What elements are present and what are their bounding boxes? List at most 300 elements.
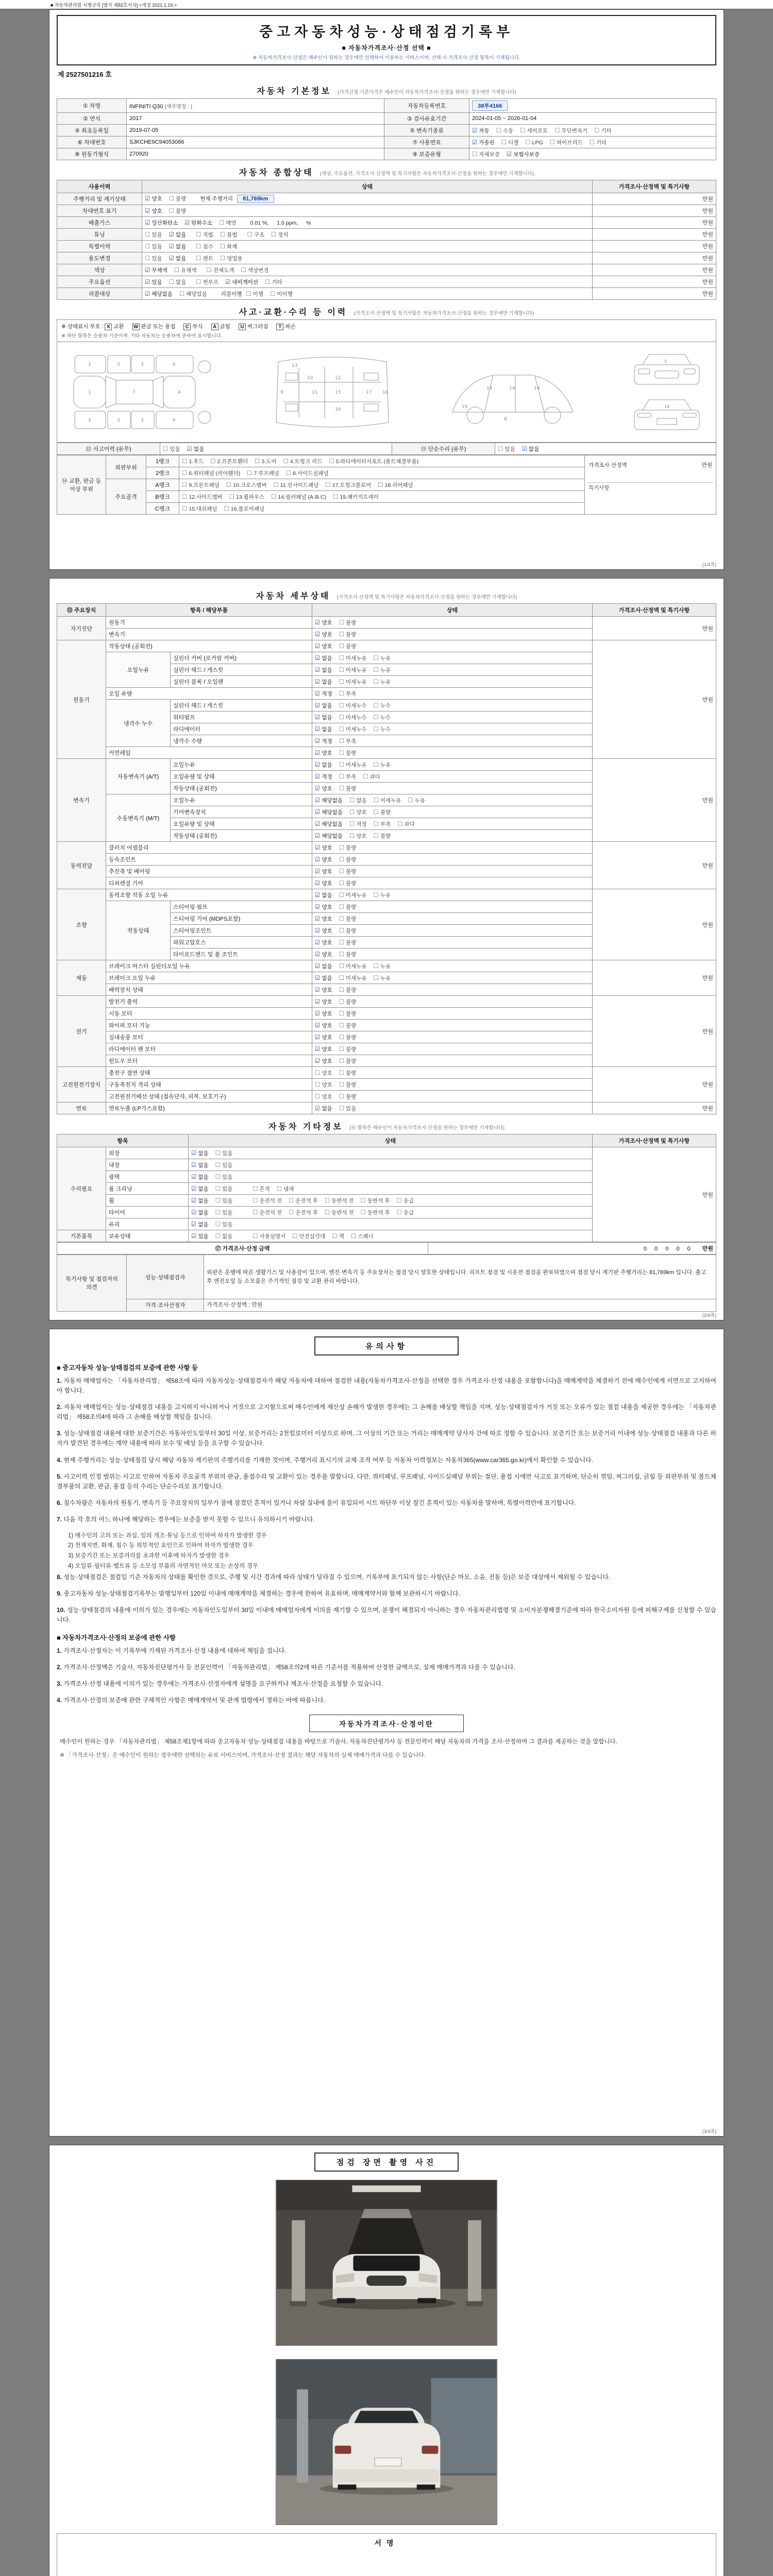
checkbox-없음[interactable] — [315, 678, 332, 686]
checkbox-양호[interactable] — [315, 631, 332, 638]
checkbox-해당없음[interactable] — [315, 832, 343, 840]
checkbox-냄새[interactable] — [277, 1185, 294, 1193]
checkbox-미세누유[interactable] — [339, 974, 367, 982]
checkbox-icon: ☐ — [339, 1105, 344, 1112]
checkbox-부족[interactable] — [339, 690, 357, 698]
checkbox-불량[interactable] — [339, 1093, 357, 1100]
checkbox-불량[interactable] — [339, 986, 357, 994]
checkbox-양호[interactable] — [315, 939, 332, 946]
checkbox-양호[interactable] — [315, 1057, 332, 1065]
checkbox-운전석 후[interactable] — [289, 1197, 318, 1205]
checkbox-누유[interactable] — [374, 962, 391, 970]
checkbox-icon: ☑ — [145, 291, 150, 297]
checkbox-양호[interactable] — [315, 915, 332, 923]
checkbox-label: 스패너 — [358, 1233, 374, 1240]
checkbox-없음[interactable] — [169, 243, 187, 250]
checkbox-렌트[interactable] — [196, 255, 213, 262]
checkbox-전체도색[interactable] — [207, 266, 234, 274]
checkbox-불량[interactable] — [339, 1033, 357, 1041]
checkbox-불량[interactable] — [339, 1057, 357, 1065]
device-group: 원동기 — [57, 640, 106, 759]
checkbox-label: 디젤 — [508, 139, 519, 146]
checkbox-15.대쉬패널[interactable] — [182, 505, 217, 513]
checkbox-미세누수[interactable] — [339, 714, 367, 721]
amount-cell: 만원 — [593, 288, 716, 300]
checkbox-14.필러패널 (A·B·C)[interactable] — [271, 493, 326, 501]
checkbox-유채색[interactable] — [174, 266, 197, 274]
checkbox-icon: ☐ — [219, 219, 225, 226]
checkbox-불량[interactable] — [339, 785, 357, 792]
price-survey-definition-title: 자동차가격조사·산정이란 — [309, 1715, 464, 1732]
checkbox-누유[interactable] — [374, 666, 391, 674]
checkbox-LPG[interactable] — [525, 139, 543, 146]
first-registration-label: ④ 최초등록일 — [57, 125, 127, 137]
checkbox-양호[interactable] — [145, 195, 162, 202]
checkbox-영업용[interactable] — [220, 255, 243, 262]
checkbox-없음[interactable] — [315, 1105, 332, 1112]
checkbox-불량[interactable] — [169, 195, 187, 202]
checkbox-양호[interactable] — [315, 785, 332, 792]
checkbox-label: 장치 — [278, 231, 289, 238]
checkbox-불법[interactable] — [220, 231, 238, 239]
checkbox-해당있음[interactable] — [179, 290, 207, 298]
checkbox-디젤[interactable] — [501, 139, 519, 146]
photos-title: 점검 장면 촬영 사진 — [314, 2153, 459, 2172]
checkbox-세미오토[interactable] — [520, 127, 548, 134]
checkbox-label: 기타 — [272, 279, 282, 285]
checkbox-불량[interactable] — [339, 749, 357, 757]
checkbox-양호[interactable] — [315, 986, 332, 994]
svg-text:18: 18 — [664, 404, 670, 409]
device-status — [312, 937, 593, 948]
checkbox-있음[interactable] — [215, 1173, 233, 1181]
checkbox-6.쿼터패널 (리어휀더)[interactable] — [182, 469, 240, 477]
checkbox-2.프론트휀더[interactable] — [210, 457, 248, 465]
checkbox-없음[interactable] — [315, 962, 332, 970]
checkbox-침수[interactable] — [196, 243, 213, 250]
checkbox-썬루프[interactable] — [196, 278, 219, 286]
checkbox-적정[interactable] — [315, 690, 332, 698]
usage-label: 용도변경 — [57, 252, 142, 264]
checkbox-미세누유[interactable] — [339, 962, 367, 970]
checkbox-누유[interactable] — [374, 654, 391, 662]
checkbox-label: 18.리어패널 — [384, 482, 413, 488]
checkbox-화재[interactable] — [220, 243, 238, 250]
checkbox-5.라디에이터서포트 (볼트체결부품)[interactable] — [329, 457, 418, 465]
checkbox-사용설명서[interactable] — [253, 1232, 285, 1240]
checkbox-자체보증[interactable] — [472, 150, 500, 158]
checkbox-없음[interactable] — [191, 1221, 209, 1228]
checkbox-icon: ☐ — [333, 494, 339, 500]
checkbox-누수[interactable] — [374, 714, 391, 721]
checkbox-label: 부족 — [380, 821, 391, 827]
checkbox-없음[interactable] — [315, 654, 332, 662]
checkbox-동반석 후[interactable] — [361, 1197, 390, 1205]
svg-text:5: 5 — [664, 359, 667, 364]
checkbox-있음[interactable] — [215, 1197, 233, 1205]
etc-col-item: 항목 — [57, 1134, 189, 1147]
checkbox-불량[interactable] — [339, 915, 357, 923]
checkbox-icon: ☐ — [339, 975, 344, 981]
device-item: 디퍼렌셜 기어 — [106, 877, 312, 889]
checkbox-불량[interactable] — [339, 1069, 357, 1077]
checkbox-해당없음[interactable] — [315, 796, 343, 804]
checkbox-부족[interactable] — [374, 820, 391, 828]
checkbox-양호[interactable] — [315, 998, 332, 1006]
checkbox-응급[interactable] — [396, 1197, 414, 1205]
checkbox-1.후드[interactable] — [182, 457, 204, 465]
legend-item: U 찌그러짐 — [239, 324, 268, 330]
checkbox-icon: ☐ — [373, 833, 379, 839]
checkbox-양호[interactable] — [315, 903, 332, 911]
checkbox-네비게이션[interactable] — [225, 278, 258, 286]
checkbox-불량[interactable] — [339, 619, 357, 626]
checkbox-스패너[interactable] — [351, 1232, 374, 1240]
checkbox-13.휠하우스[interactable] — [229, 493, 264, 501]
checkbox-기타[interactable] — [590, 139, 607, 146]
panel-rank-table-body — [57, 455, 716, 515]
device-status — [312, 984, 593, 996]
checkbox-없음[interactable] — [191, 1209, 209, 1216]
checkbox-4.트렁크 리드[interactable] — [283, 457, 323, 465]
checkbox-있음[interactable] — [191, 1232, 209, 1240]
checkbox-구조[interactable] — [247, 231, 264, 239]
checkbox-과다[interactable] — [363, 773, 380, 781]
checkbox-없음[interactable] — [191, 1173, 209, 1181]
checkbox-icon: ☑ — [472, 127, 478, 134]
checkbox-있음[interactable] — [145, 231, 162, 239]
checkbox-불량[interactable] — [339, 1022, 357, 1029]
checkbox-양호[interactable] — [315, 749, 332, 757]
checkbox-불량[interactable] — [339, 1010, 357, 1018]
checkbox-적정[interactable] — [315, 737, 332, 745]
checkbox-누유[interactable] — [374, 891, 391, 899]
checkbox-미이행[interactable] — [270, 290, 293, 298]
checkbox-icon: ☐ — [339, 714, 344, 721]
checkbox-icon: ☐ — [339, 1010, 344, 1017]
checkbox-있음[interactable] — [215, 1149, 233, 1157]
checkbox-label: 불량 — [345, 750, 357, 756]
checkbox-흔적[interactable] — [253, 1185, 270, 1193]
checkbox-없음[interactable] — [191, 1161, 209, 1169]
checkbox-운전석 전[interactable] — [253, 1197, 282, 1205]
checkbox-기타[interactable] — [265, 278, 282, 286]
overall-note: (색상, 주요옵션, 가격조사·산정액 및 특기사항은 자동차가격조사·산정을 원하는 경우에만 기재합니다) — [320, 171, 534, 177]
device-status — [312, 1079, 593, 1091]
checkbox-잭[interactable] — [332, 1232, 344, 1240]
checkbox-해당없음[interactable] — [315, 808, 343, 816]
svg-text:3: 3 — [117, 418, 120, 423]
checkbox-불량[interactable] — [339, 998, 357, 1006]
device-item: 작동상태 (공회전) — [106, 640, 312, 652]
checkbox-있음[interactable] — [498, 445, 515, 453]
checkbox-양호[interactable] — [145, 207, 162, 215]
checkbox-label: 불량 — [345, 1058, 357, 1064]
usage-label: 주요옵션 — [57, 276, 142, 288]
checkbox-운전석 후[interactable] — [289, 1209, 318, 1216]
device-subgroup: 자동변속기 (A/T) — [106, 759, 171, 794]
signature-area[interactable] — [57, 2533, 716, 2576]
checkbox-적정[interactable] — [315, 773, 332, 781]
checkbox-없음[interactable] — [315, 725, 332, 733]
checkbox-12.사이드멤버[interactable] — [182, 493, 223, 501]
checkbox-label: 해당없음 — [152, 291, 173, 297]
checkbox-해당없음[interactable] — [145, 290, 173, 298]
checkbox-icon: ☐ — [273, 482, 279, 488]
checkbox-7.루프패널[interactable] — [247, 469, 279, 477]
checkbox-불량[interactable] — [339, 1045, 357, 1053]
inspection-period-label: ③ 검사유효기간 — [384, 113, 469, 125]
checkbox-수동[interactable] — [496, 127, 514, 134]
checkbox-자동[interactable] — [472, 127, 490, 134]
checkbox-18.리어패널[interactable] — [378, 481, 413, 489]
legend-item: A 긁힘 — [211, 324, 230, 330]
checkbox-양호[interactable] — [315, 951, 332, 958]
checkbox-불량[interactable] — [339, 879, 357, 887]
checkbox-icon: ☐ — [215, 1185, 221, 1192]
checkbox-양호[interactable] — [349, 832, 367, 840]
checkbox-label: 구조 — [254, 231, 265, 238]
checkbox-있음[interactable] — [215, 1161, 233, 1169]
checkbox-불량[interactable] — [339, 642, 357, 650]
svg-text:9: 9 — [280, 390, 284, 395]
checkbox-있음[interactable] — [215, 1209, 233, 1216]
checkbox-불량[interactable] — [339, 903, 357, 911]
checkbox-없음[interactable] — [522, 445, 540, 453]
checkbox-있음[interactable] — [215, 1185, 233, 1193]
checkbox-label: 불량 — [345, 1010, 357, 1017]
checkbox-누수[interactable] — [374, 702, 391, 709]
checkbox-불량[interactable] — [339, 868, 357, 875]
checkbox-미세누유[interactable] — [339, 666, 367, 674]
checkbox-불량[interactable] — [169, 207, 187, 215]
checkbox-미세누수[interactable] — [339, 725, 367, 733]
checkbox-label: 보험사보증 — [513, 151, 540, 158]
checkbox-미세누수[interactable] — [339, 702, 367, 709]
checkbox-icon: ☑ — [315, 1058, 321, 1064]
checkbox-양호[interactable] — [315, 1093, 332, 1100]
checkbox-누유[interactable] — [374, 761, 391, 769]
checkbox-icon: ☐ — [210, 458, 216, 465]
checkbox-가솔린[interactable] — [472, 139, 495, 146]
checkbox-보험사보증[interactable] — [507, 150, 540, 158]
checkbox-label: 없음 — [198, 1185, 209, 1192]
checkbox-동반석 전[interactable] — [325, 1197, 354, 1205]
checkbox-있음[interactable] — [163, 445, 180, 453]
checkbox-icon: ☑ — [315, 939, 321, 946]
checkbox-label: 탄화수소 — [191, 219, 212, 226]
checkbox-누유[interactable] — [374, 678, 391, 686]
checkbox-label: 누유 — [414, 797, 425, 804]
signature-label: 서명 — [374, 2538, 399, 2547]
checkbox-label: 없음 — [175, 279, 187, 285]
checkbox-없음[interactable] — [315, 666, 332, 674]
checkbox-있음[interactable] — [145, 243, 162, 250]
checkbox-label: 17.트렁크플로어 — [332, 482, 372, 488]
checkbox-16.플로어패널[interactable] — [224, 505, 264, 513]
checkbox-불량[interactable] — [374, 832, 391, 840]
overall-row — [57, 205, 716, 217]
checkbox-있음[interactable] — [145, 255, 162, 262]
usage-label: 특별이력 — [57, 241, 142, 252]
svg-text:16: 16 — [335, 407, 341, 412]
checkbox-부족[interactable] — [339, 773, 357, 781]
checkbox-미세누유[interactable] — [339, 761, 367, 769]
device-status — [312, 1031, 593, 1043]
checkbox-없음[interactable] — [191, 1149, 209, 1157]
checkbox-양호[interactable] — [315, 619, 332, 626]
checkbox-icon: ☐ — [283, 458, 289, 465]
detail-row — [57, 617, 716, 629]
usage-label: 주행거리 및 계기상태 — [57, 193, 142, 205]
checkbox-누수[interactable] — [374, 725, 391, 733]
checkbox-양호[interactable] — [315, 856, 332, 863]
checkbox-없음[interactable] — [315, 702, 332, 709]
checkbox-불량[interactable] — [339, 927, 357, 935]
checkbox-8.사이드실패널[interactable] — [286, 469, 329, 477]
device-item: 오일유량 및 상태 — [171, 771, 312, 783]
checkbox-해당없음[interactable] — [315, 820, 343, 828]
checkbox-미세누유[interactable] — [374, 796, 401, 804]
checkbox-9.프론트패널[interactable] — [182, 481, 220, 489]
checkbox-icon: ☐ — [169, 279, 174, 285]
checkbox-icon: ☐ — [145, 231, 150, 238]
checkbox-이행[interactable] — [246, 290, 263, 298]
device-item: 파워고압호스 — [171, 937, 312, 948]
checkbox-없음[interactable] — [349, 796, 367, 804]
checkbox-없음[interactable] — [191, 1197, 209, 1205]
checkbox-icon: ☐ — [339, 844, 344, 851]
checkbox-17.트렁크플로어[interactable] — [325, 481, 371, 489]
device-item: 등속조인트 — [106, 854, 312, 866]
checkbox-icon: ☐ — [224, 505, 229, 512]
checkbox-매연[interactable] — [219, 219, 237, 227]
checkbox-없음[interactable] — [315, 891, 332, 899]
checkbox-없음[interactable] — [169, 255, 187, 262]
checkbox-적법[interactable] — [196, 231, 213, 239]
overall-row — [57, 276, 716, 288]
checkbox-탄화수소[interactable] — [184, 219, 212, 227]
checkbox-양호[interactable] — [315, 844, 332, 852]
checkbox-양호[interactable] — [315, 868, 332, 875]
checkbox-있음[interactable] — [145, 278, 162, 286]
checkbox-양호[interactable] — [315, 927, 332, 935]
checkbox-icon: ☐ — [339, 916, 344, 922]
checkbox-일산화탄소[interactable] — [145, 219, 178, 227]
checkbox-없음[interactable] — [187, 445, 205, 453]
checkbox-응급[interactable] — [396, 1209, 414, 1216]
checkbox-동반석 후[interactable] — [361, 1209, 390, 1216]
usage-state — [142, 217, 593, 229]
checkbox-과다[interactable] — [397, 820, 415, 828]
rank-amount-box — [587, 460, 713, 510]
checkbox-불량[interactable] — [339, 1081, 357, 1089]
checkbox-운전석 전[interactable] — [253, 1209, 282, 1216]
checkbox-불량[interactable] — [374, 808, 391, 816]
checkbox-양호[interactable] — [315, 1010, 332, 1018]
checkbox-불량[interactable] — [339, 844, 357, 852]
checkbox-없음[interactable] — [315, 974, 332, 982]
checkbox-icon: ☑ — [145, 279, 150, 285]
checkbox-하이브리드[interactable] — [550, 139, 583, 146]
amount-cell: 만원 — [593, 640, 716, 759]
checkbox-안전삼각대[interactable] — [292, 1232, 325, 1240]
checkbox-기타[interactable] — [594, 127, 612, 134]
checkbox-label: 없음 — [528, 446, 540, 452]
checkbox-불량[interactable] — [339, 951, 357, 958]
checkbox-icon: ☐ — [169, 196, 174, 202]
checkbox-불량[interactable] — [339, 856, 357, 863]
device-item: 실린더 헤드 / 개스킷 — [171, 664, 312, 676]
checkbox-없음[interactable] — [215, 1232, 233, 1240]
checkbox-불량[interactable] — [339, 939, 357, 946]
checkbox-미세누유[interactable] — [339, 654, 367, 662]
checkbox-11.인사이드패널[interactable] — [273, 481, 318, 489]
checkbox-동반석 전[interactable] — [325, 1209, 354, 1216]
rank-items — [179, 479, 585, 491]
checkbox-없음[interactable] — [315, 714, 332, 721]
checkbox-있음[interactable] — [215, 1221, 233, 1228]
checkbox-색상변경[interactable] — [241, 266, 268, 274]
checkbox-무단변속기[interactable] — [554, 127, 587, 134]
checkbox-없음[interactable] — [191, 1185, 209, 1193]
checkbox-미세누유[interactable] — [339, 678, 367, 686]
svg-text:12: 12 — [335, 376, 341, 381]
checkbox-양호[interactable] — [315, 1045, 332, 1053]
checkbox-label: 있음 — [222, 1185, 233, 1192]
checkbox-장치[interactable] — [271, 231, 289, 239]
checkbox-누유[interactable] — [408, 796, 425, 804]
checkbox-누유[interactable] — [374, 974, 391, 982]
checkbox-없음[interactable] — [315, 761, 332, 769]
checkbox-양호[interactable] — [315, 1033, 332, 1041]
checkbox-불량[interactable] — [339, 631, 357, 638]
checkbox-있음[interactable] — [339, 1105, 357, 1112]
checkbox-무채색[interactable] — [145, 266, 167, 274]
checkbox-10.크로스멤버[interactable] — [226, 481, 267, 489]
checkbox-양호[interactable] — [315, 642, 332, 650]
checkbox-적정[interactable] — [349, 820, 367, 828]
checkbox-양호[interactable] — [315, 1022, 332, 1029]
checkbox-icon: ☐ — [396, 1209, 402, 1216]
device-group: 변속기 — [57, 759, 106, 842]
checkbox-icon: ☐ — [472, 151, 478, 158]
frame-label: 주요골격 — [106, 479, 146, 515]
outer-panel-label: 외판부위 — [106, 455, 146, 479]
checkbox-양호[interactable] — [315, 1069, 332, 1077]
first-registration-value: 2019-07-05 — [127, 125, 384, 137]
checkbox-부족[interactable] — [339, 737, 357, 745]
checkbox-label: 없음 — [322, 761, 332, 768]
checkbox-3.도어[interactable] — [255, 457, 276, 465]
checkbox-label: 일산화탄소 — [152, 219, 178, 226]
checkbox-없음[interactable] — [169, 278, 187, 286]
checkbox-양호[interactable] — [315, 879, 332, 887]
device-status — [312, 640, 593, 652]
device-item: 실내송풍 모터 — [106, 1031, 312, 1043]
checkbox-미세누유[interactable] — [339, 891, 367, 899]
overall-row — [57, 217, 716, 229]
checkbox-양호[interactable] — [349, 808, 367, 816]
checkbox-양호[interactable] — [315, 1081, 332, 1089]
etc-status — [189, 1147, 593, 1159]
notice-section1-title: ■ 중고자동차 성능·상태점검의 보증에 관한 사항 등 — [57, 1364, 198, 1371]
checkbox-label: 양호 — [322, 1046, 332, 1053]
checkbox-19.패키지트레이[interactable] — [333, 493, 379, 501]
checkbox-없음[interactable] — [169, 231, 187, 239]
device-status — [312, 735, 593, 747]
etc-group: 수리필요 — [57, 1147, 106, 1230]
